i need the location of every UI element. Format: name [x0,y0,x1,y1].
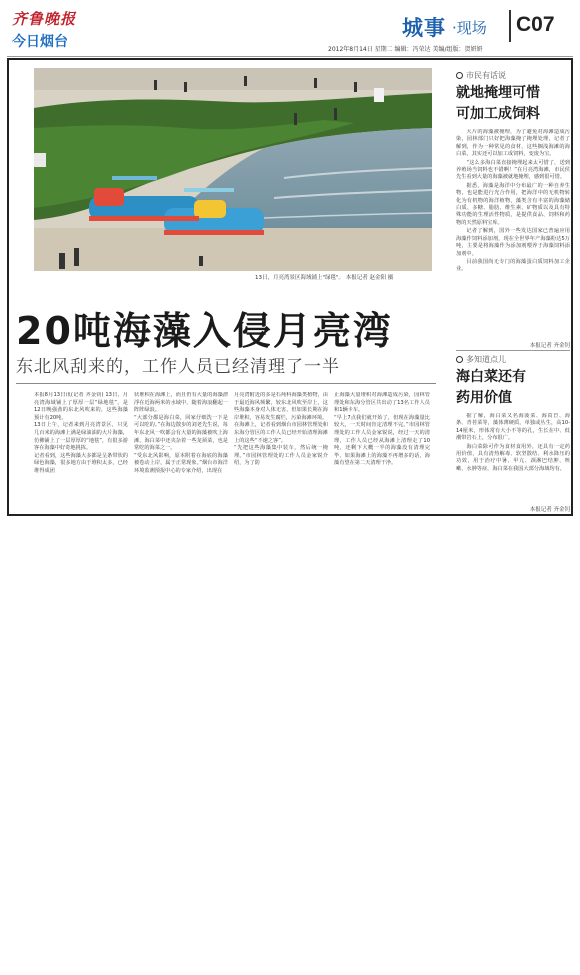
article-column-3 [234,392,328,507]
sidebar-byline: 本报记者 齐金钊 [529,507,570,513]
sidebar-story-1 [456,70,570,349]
article-column-2 [134,392,228,507]
circle-bullet-icon [456,72,463,79]
subheadline-rule [16,383,436,384]
sidebar-byline: 本报记者 齐金钊 [529,343,570,349]
beach-seaweed-photo [34,68,432,271]
sidebar-paragraph: 据悉，海藻是海洋中分布最广的一种自养生物，也是能进行光合作用，把海洋中的无机物转化为有机物的海洋植物，藻类含有丰富的海藻储白质、多糖、脂肪、维生素、矿物质以及具有特殊功能的生理活性物质，是提供食品、饲料和药物的天然原料宝库。 [456,182,570,226]
page-number: C07 [516,13,555,36]
article-subheadline: 东北风刮来的，工作人员已经清理了一半 [16,357,340,377]
sidebar-title-line-2: 可加工成饲料 [456,106,540,122]
section-title: 城事 [402,16,446,40]
edition-name: 今日烟台 [12,34,68,50]
column-text: 月亮湾附近的多是石莼科海藻类植物，由于最近海风频繁，较东北风吹至岸上，这些海藻本身对人体无害，但如果长期在海岸堆积，容易发生腐烂，污染海滩环境。 在海滩上，记者看到烟台市园林管理处和东海分管区的工作人员已经开始清理海滩上的这些“不速之客”。 “先把这些海藻集中装车，然后统一掩埋。”市园林管理处的工作人员金家锐介绍，为了防 [234,392,328,467]
sidebar-tag [456,354,570,365]
sidebar-title-line-1: 就地掩埋可惜 [456,85,540,101]
sidebar-paragraph: 海白菜除可作为食材食用外，还具有一定药用价值，具有清热解毒、软坚散结、利水降压的功效，用于治疗中暑、甲亢、颈淋巴结肿、咳嗽、水肿等症，海白菜在我国大部分海域均有。 [456,443,570,472]
masthead [0,0,580,58]
circle-bullet-icon [456,356,463,363]
sidebar-paragraph: 据了解，海白菜又名海菠菜、海莴苣、海条、青苔菜等，藻体薄硬质，单独或丛生，高10-14厘米，形体常有大小不等的孔，生长在中、低潮带岩石上，分布很广。 [456,413,570,442]
dateline: 2012年8月14日 星期二 编辑：冯荣达 美编/组版：贺妍妍 [328,46,483,53]
sidebar-title [456,83,570,125]
column-text: 状堆积在海滩上，而且仍有大量的海藻漂浮在近海两米的水域中，随着海浪翻起一阵阵绿浪。 “大部分都是海白菜，回家仔细洗一下是可以吃的。”在海边散步的刘老先生说，每年东北风一吹都会有大量的海藻被吹上海滩，海白菜中还夹杂着一些龙须菜，也是常吃的海菜之一。 “受东北风影响，原本附着在海底的海藻被卷动上岸，属于正常现象。”烟台市海洋环境监测预报中心的专家介绍，出现在 [134,392,228,474]
article-column-4 [334,392,430,507]
news-photo [34,68,432,271]
sidebar-title-line-2: 药用价值 [456,390,512,406]
sidebar-paragraph: 目前我国尚无专门的海藻蛋白质饲料加工企业。 [456,258,570,273]
sidebar-paragraph: 大片的海藻被掩埋，为了避免对海滩造成污染，园林部门只好把海藻掩了掩埋处理，记者了解到，作为一种常见的食材，这些搁浅海滩的海白菜，其实还可以加工成饲料，变废为宝。 [456,129,570,158]
sidebar-paragraph: 记者了解到，国外一些发达国家已普遍应用海藻作饲料添加剂，现在全世界年产海藻粉达5万吨，主要是将海藻作为添加剂喂养于海藻饲料添加剂中。 [456,228,570,257]
photo-caption: 13日，月亮湾景区海域铺上"绿毯"。 本报记者 赵金阳 摄 [255,275,394,281]
sidebar-tag-label: 多知道点儿 [466,355,506,364]
article-column-1 [34,392,128,507]
sidebar-tag-label: 市民有话说 [466,71,506,80]
sidebar-tag [456,70,570,81]
sidebar-title-line-1: 海白菜还有 [456,369,526,385]
sidebar-story-2 [456,354,570,513]
sidebar-title [456,367,570,409]
sidebar-divider [456,350,570,351]
masthead-rule [7,56,573,57]
masthead-divider [509,10,511,42]
sidebar-body [456,129,570,339]
section-subtitle: ·现场 [452,19,487,37]
paper-name: 齐鲁晚报 [12,10,77,28]
sidebar-paragraph: “这么多海白菜直接掩埋起来太可惜了，送到养殖场当饲料也不错啊！”在月亮湾海滩，市民侯先生看到大量的海藻被就地掩埋，感到很可惜。 [456,159,570,181]
column-text: 本报8月13日讯(记者 齐金钊) 13日，月亮湾海域铺上了厚厚一层“绿地毯”，是12日晚强劲的东北风吹来的，这些海藻预计有20吨。 13日上午，记者来到月亮湾景区，只见几百米的海滩上满是绿油油的大片海藻，仿佛铺上了一层厚厚的“地毯”，有很多游客在海藻中好奇地挑拣。 记者看到，这些海藻大多都是呈条带状的绿色海藻，很多地方由于堆积太多，已经堆得成团 [34,392,128,474]
article-headline: 20吨海藻入侵月亮湾 [16,309,393,353]
column-text: 止海藻大量堆积对海滩造成污染，园林管理处和东海分管区共出动了13名工作人员和1辆卡车。 “早上7点我们就开始了，但现在海藻量比较大，一天时间肯定清理不完。”市园林管理处的工作人员金家锐说，经过一天的清理，工作人员已经从海滩上清理走了10吨，还剩下大概一半的海藻没有清理完毕，如果海滩上的海藻不再增多的话，海藻有望在第二天清理干净。 [334,392,430,467]
sidebar-body [456,413,570,503]
